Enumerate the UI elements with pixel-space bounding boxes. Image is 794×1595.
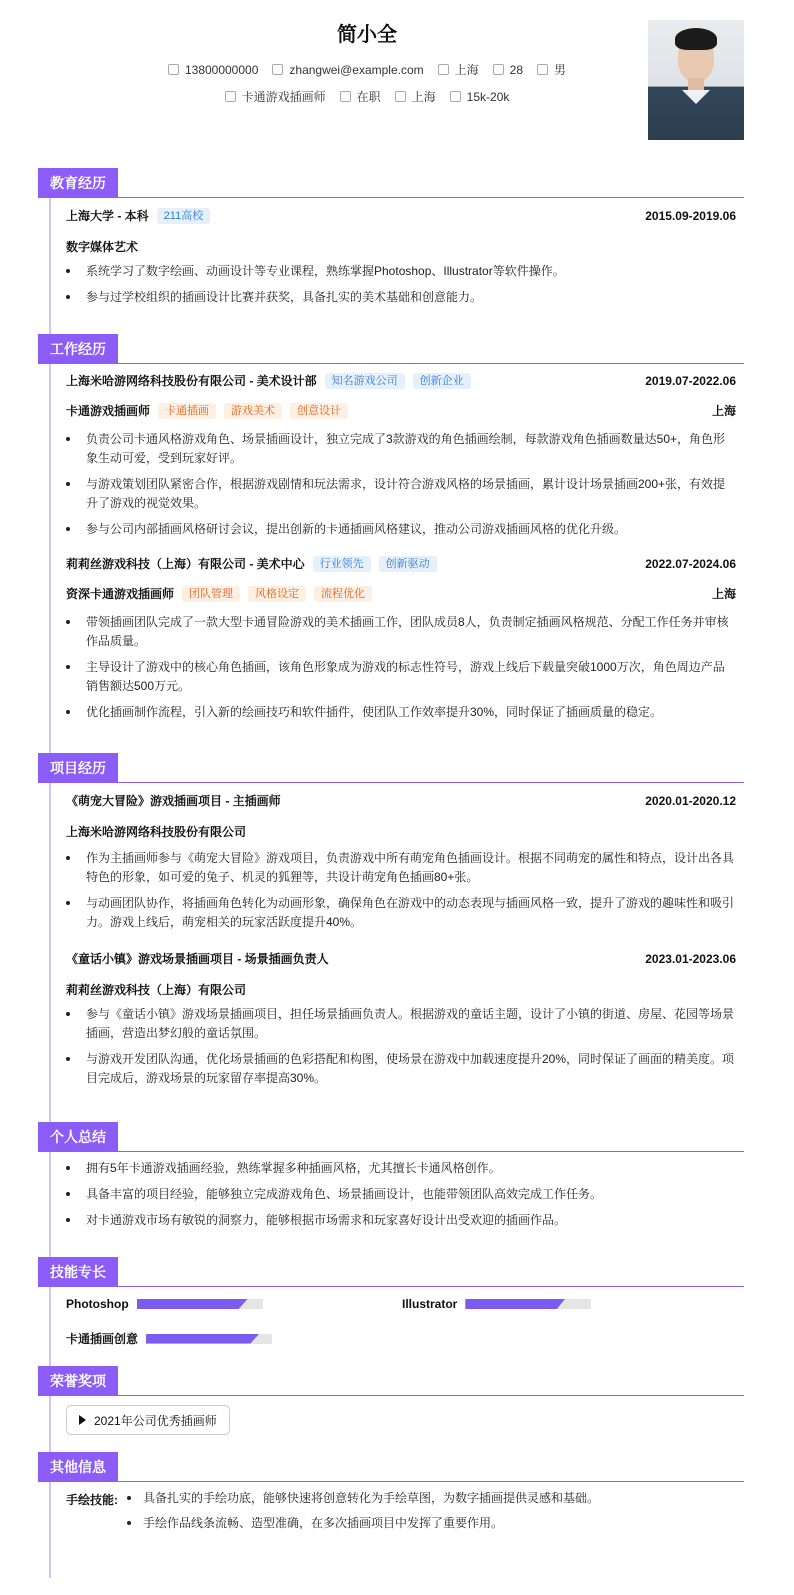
company-tag: 行业领先 [313,556,371,572]
job-target-text: 卡通游戏插画师 [241,90,326,104]
education-period: 2015.09-2019.06 [645,208,736,223]
section-divider [38,1481,744,1482]
summary-section-header [38,1122,744,1152]
skill-item [66,1297,263,1311]
age-info [493,61,523,78]
job-role: 卡通游戏插画师 [66,404,151,418]
summary-section-title: 个人总结 [38,1122,118,1151]
list-item: 负责公司卡通风格游戏角色、场景插画设计，独立完成了3款游戏的角色插画绘制，每款游戏角色插画数量达50+，角色形象生动可爱，受到玩家好评。 [66,430,736,468]
list-item: 手绘作品线条流畅、造型准确，在多次插画项目中发挥了重要作用。 [127,1514,727,1533]
skill-bar-fill [146,1334,259,1344]
photo-hair [675,28,717,50]
job-company: 莉莉丝游戏科技（上海）有限公司 - 美术中心 [66,557,305,571]
list-item: 拥有5年卡通游戏插画经验，熟练掌握多种插画风格，尤其擅长卡通风格创作。 [66,1159,736,1178]
salary-text: 15k-20k [466,89,510,104]
phone-icon [168,64,179,75]
profile-photo [648,20,744,140]
email-text: zhangwei@example.com [289,62,424,77]
photo-collar [682,90,710,104]
section-divider [38,1151,744,1152]
project-company-line [66,823,736,840]
school-name: 上海大学 - 本科 [66,209,149,223]
intent-row [0,88,734,105]
city-info [438,61,479,78]
mail-icon [272,64,283,75]
job-period: 2022.07-2024.06 [645,556,736,571]
project-section-header [38,753,744,783]
section-divider [38,197,744,198]
work-section-title: 工作经历 [38,334,118,363]
summary-bullets [66,1159,736,1237]
list-item: 优化插画制作流程，引入新的绘画技巧和软件插件，使团队工作效率提升30%，同时保证了插画质量的稳定。 [66,703,736,722]
send-icon [225,91,236,102]
gender-info [537,61,566,78]
candidate-name: 简小全 [337,24,397,46]
list-item: 具备丰富的项目经验，能够独立完成游戏角色、场景插画设计，也能带领团队高效完成工作任务。 [66,1185,736,1204]
job-bullets [66,430,736,546]
job-role: 资深卡通游戏插画师 [66,587,175,601]
company-tag: 创新驱动 [379,556,437,572]
skill-item [66,1330,272,1347]
role-tag: 团队管理 [182,586,240,602]
project-title: 《萌宠大冒险》游戏插画项目 - 主插画师 [66,794,281,808]
list-item: 参与过学校组织的插画设计比赛并获奖，具备扎实的美术基础和创意能力。 [66,288,736,307]
list-item: 具备扎实的手绘功底，能够快速将创意转化为手绘草图，为数字插画提供灵感和基础。 [127,1489,727,1508]
project-company: 上海米哈游网络科技股份有限公司 [66,825,247,839]
skill-name: 卡通插画创意 [66,1332,139,1346]
gender-text: 男 [554,63,567,77]
list-item: 对卡通游戏市场有敏锐的洞察力，能够根据市场需求和玩家喜好设计出受欢迎的插画作品。 [66,1211,736,1230]
role-tag: 游戏美术 [224,403,282,419]
contact-row [0,61,734,78]
project-bullets [66,1005,736,1095]
project-company-line [66,981,736,998]
education-section-title: 教育经历 [38,168,118,197]
other-section-title: 其他信息 [38,1452,118,1481]
job-period: 2019.07-2022.06 [645,373,736,388]
gender-icon [537,64,548,75]
skill-bar-fill [465,1299,565,1309]
target-city-info [395,88,436,105]
job-target-info [225,88,326,105]
project-bullets [66,849,736,939]
job-company: 上海米哈游网络科技股份有限公司 - 美术设计部 [66,374,317,388]
job-company-line [66,372,736,389]
education-entry [66,207,736,224]
home-icon [438,64,449,75]
phone-info [168,61,258,78]
skill-bar [137,1299,263,1309]
honors-section-title: 荣誉奖项 [38,1366,118,1395]
list-item: 参与《童话小镇》游戏场景插画项目，担任场景插画负责人。根据游戏的童话主题，设计了小镇的街道、房屋、花园等场景插画，营造出梦幻般的童话氛围。 [66,1005,736,1043]
list-item: 主导设计了游戏中的核心角色插画，该角色形象成为游戏的标志性符号，游戏上线后下载量突破1000万次，角色周边产品销售额达500万元。 [66,658,736,696]
award-toggle[interactable] [66,1405,230,1435]
gear-icon [340,91,351,102]
skill-bar [465,1299,591,1309]
phone-text: 13800000000 [184,62,259,77]
list-item: 参与公司内部插画风格研讨会议，提出创新的卡通插画风格建议，推动公司游戏插画风格的优化升级。 [66,520,736,539]
company-tag: 创新企业 [413,373,471,389]
status-info [340,88,381,105]
list-item: 与游戏开发团队沟通，优化场景插画的色彩搭配和构图，使场景在游戏中加载速度提升20%，同时保证了画面的精美度。项目完成后，游戏场景的玩家留存率提高30%。 [66,1050,736,1088]
role-tag: 流程优化 [314,586,372,602]
list-item: 与动画团队协作，将插画角色转化为动画形象，确保角色在游戏中的动态表现与插画风格一致，提升了游戏的趣味性和吸引力。游戏上线后，萌宠相关的玩家活跃度提升40%。 [66,894,736,932]
skill-item [402,1297,591,1311]
education-section-header [38,168,744,198]
list-item: 与游戏策划团队紧密合作，根据游戏剧情和玩法需求，设计符合游戏风格的场景插画，累计设计场景插画200+张，有效提升了游戏的视觉效果。 [66,475,736,513]
job-location: 上海 [711,404,736,418]
list-item: 带领插画团队完成了一款大型卡通冒险游戏的美术插画工作，团队成员8人，负责制定插画风格规范、分配工作任务并审核作品质量。 [66,613,736,651]
salary-info [450,88,510,105]
status-text: 在职 [356,90,381,104]
job-location: 上海 [711,587,736,601]
section-divider [38,1286,744,1287]
role-tag: 风格设定 [248,586,306,602]
role-tag: 创意设计 [290,403,348,419]
project-title-line [66,792,736,809]
award-text: 2021年公司优秀插画师 [94,1413,217,1428]
job-company-line [66,555,736,572]
section-divider [38,782,744,783]
honors-section-header [38,1366,744,1396]
list-item: 作为主插画师参与《萌宠大冒险》游戏项目，负责游戏中所有萌宠角色插画设计。根据不同萌宠的属性和特点，设计出各具特色的形象，如可爱的兔子、机灵的狐狸等，共设计萌宠角色插画80+张。 [66,849,736,887]
other-section-header [38,1452,744,1482]
other-bullets [127,1489,727,1539]
section-divider [38,363,744,364]
skills-section-header [38,1257,744,1287]
skill-name: Illustrator [402,1297,458,1311]
work-section-header [38,334,744,364]
project-section-title: 项目经历 [38,753,118,782]
caret-right-icon [79,1415,86,1425]
major-line [66,238,736,255]
list-item: 系统学习了数字绘画、动画设计等专业课程，熟练掌握Photoshop、Illustrator等软件操作。 [66,262,736,281]
skills-section-title: 技能专长 [38,1257,118,1286]
job-bullets [66,613,736,729]
education-bullets [66,262,736,314]
project-period: 2020.01-2020.12 [645,793,736,808]
other-label: 手绘技能: [66,1493,118,1507]
age-text: 28 [509,62,524,77]
email-info [272,61,423,78]
target-city-text: 上海 [411,90,436,104]
project-title-line [66,950,736,967]
major-name: 数字媒体艺术 [66,240,139,254]
city-text: 上海 [454,63,479,77]
coin-icon [450,91,461,102]
skill-bar [146,1334,272,1344]
job-role-line [66,585,736,602]
building-icon [395,91,406,102]
job-role-line [66,402,736,419]
role-tag: 卡通插画 [158,403,216,419]
project-period: 2023.01-2023.06 [645,951,736,966]
project-title: 《童话小镇》游戏场景插画项目 - 场景插画负责人 [66,952,329,966]
section-divider [38,1395,744,1396]
company-tag: 知名游戏公司 [325,373,405,389]
project-company: 莉莉丝游戏科技（上海）有限公司 [66,983,247,997]
skill-bar-fill [137,1299,248,1309]
school-tag: 211高校 [157,208,211,224]
cake-icon [493,64,504,75]
skill-name: Photoshop [66,1297,129,1311]
